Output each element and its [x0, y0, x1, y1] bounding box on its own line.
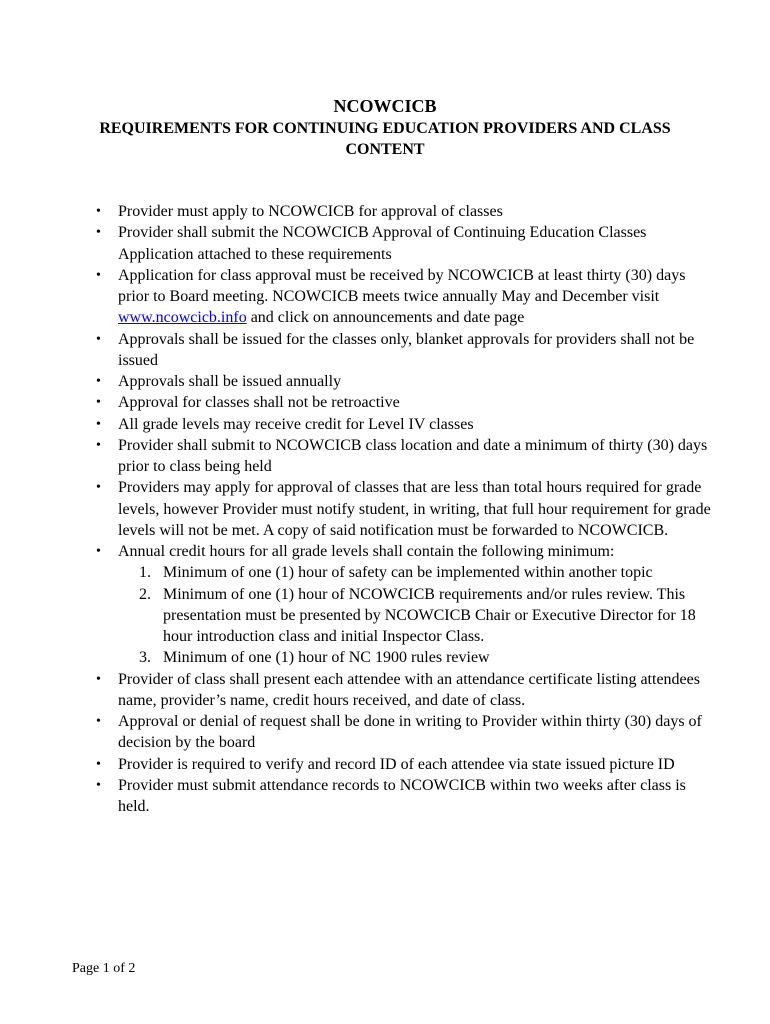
list-item-text: Provider of class shall present each attendee with an attendance certificate listing attendees name, provider’s name, credit hours received, and date of class. [118, 670, 700, 709]
list-item [96, 435, 718, 478]
document-title: NCOWCICB [333, 96, 437, 116]
bullet-icon: • [96, 267, 101, 283]
list-item-text: Provider is required to verify and record ID of each attendee via state issued picture ID [118, 755, 675, 773]
list-item-text: Application for class approval must be received by NCOWCICB at least thirty (30) days prior to Board meeting. NCOWCICB meets twice annually May and December visit [118, 266, 686, 305]
list-item-text: Approvals shall be issued for the classes only, blanket approvals for providers shall not be issued [118, 330, 695, 369]
list-item [96, 669, 718, 712]
website-link[interactable]: www.ncowcicb.info [118, 309, 247, 327]
list-item-text: All grade levels may receive credit for Level IV classes [118, 415, 474, 433]
list-item-text: Approval or denial of request shall be done in writing to Provider within thirty (30) days of decision by the board [118, 713, 702, 752]
sublist-number: 2. [139, 585, 151, 603]
bullet-icon: • [96, 777, 101, 793]
list-item [96, 371, 718, 392]
bullet-icon: • [96, 756, 101, 772]
list-item-text: Annual credit hours for all grade levels shall contain the following minimum: [118, 543, 615, 560]
sublist-item-text: Minimum of one (1) hour of NC 1900 rules review [163, 649, 490, 667]
list-item-text: and click on announcements and date page [246, 309, 525, 327]
list-item-text: Approvals shall be issued annually [118, 373, 342, 390]
bullet-icon: • [96, 437, 101, 453]
list-item [96, 265, 718, 329]
list-item-text: Provider shall submit to NCOWCICB class location and date a minimum of thirty (30) days prior to class being held [118, 436, 708, 475]
list-item [96, 392, 718, 413]
document-subtitle: REQUIREMENTS FOR CONTINUING EDUCATION PROVIDERS AND CLASS CONTENT [99, 120, 671, 158]
bullet-icon: • [96, 374, 101, 389]
list-item [96, 329, 718, 372]
credit-hours-sublist [118, 562, 718, 668]
bullet-icon: • [96, 671, 101, 687]
bullet-icon: • [96, 395, 101, 411]
bullet-icon: • [96, 480, 101, 496]
bullet-icon: • [96, 714, 101, 729]
list-item [96, 414, 718, 435]
bullet-icon: • [96, 416, 101, 432]
sublist-item-text: Minimum of one (1) hour of safety can be implemented within another topic [163, 564, 653, 582]
list-item-text: Provider must submit attendance records to NCOWCICB within two weeks after class is held. [118, 776, 686, 815]
list-item-text: Provider must apply to NCOWCICB for approval of classes [118, 203, 503, 220]
page-number: Page 1 of 2 [72, 961, 136, 976]
list-item [96, 775, 718, 818]
list-item [96, 541, 718, 669]
list-item-text: Provider shall submit the NCOWCICB Approval of Continuing Education Classes Application attached to these requirements [118, 224, 647, 263]
bullet-icon: • [96, 225, 101, 241]
list-item [96, 222, 718, 265]
list-item [96, 711, 718, 754]
list-item-text: Providers may apply for approval of classes that are less than total hours required for grade levels, however Provider must notify student, in writing, that full hour requirement for grade levels will not be met. A copy of said notification must be forwarded to NCOWCICB. [118, 479, 711, 539]
list-item-text: Approval for classes shall not be retroactive [118, 394, 400, 412]
sublist-item-text: Minimum of one (1) hour of NCOWCICB requirements and/or rules review. This presentation must be presented by NCOWCICB Chair or Executive Director for 18 hour introduction class and initial Inspector Class. [163, 585, 696, 645]
list-item [96, 754, 718, 775]
bullet-icon: • [96, 204, 101, 219]
requirements-list [96, 201, 718, 817]
bullet-icon: • [96, 544, 101, 559]
sublist-item [139, 647, 718, 668]
sublist-number: 1. [139, 564, 151, 582]
list-item [96, 201, 718, 222]
sublist-item [139, 584, 718, 648]
bullet-icon: • [96, 331, 101, 347]
sublist-item [139, 562, 718, 583]
list-item [96, 477, 718, 541]
sublist-number: 3. [139, 649, 151, 667]
